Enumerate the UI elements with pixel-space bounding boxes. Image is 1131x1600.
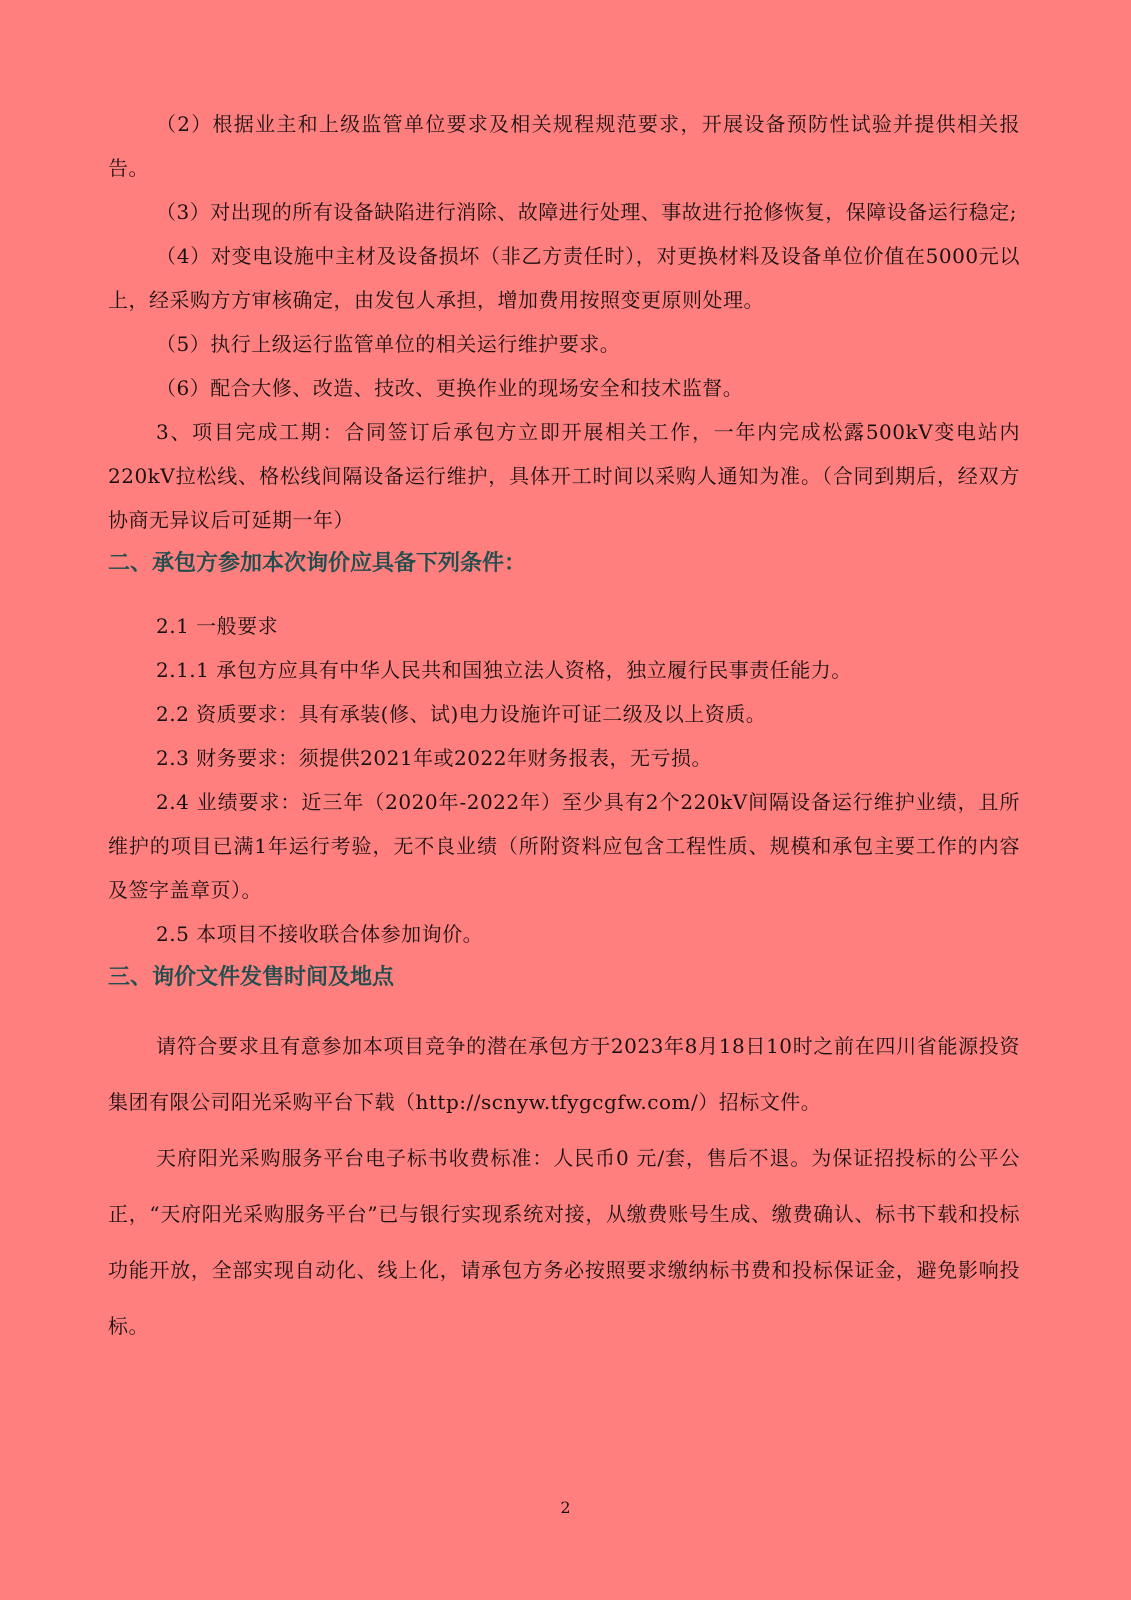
document-page <box>108 102 1020 1354</box>
condition-legal-entity: 2.1.1 承包方应具有中华人民共和国独立法人资格，独立履行民事责任能力。 <box>156 658 852 682</box>
condition-qualification: 2.2 资质要求：具有承装(修、试)电力设施许可证二级及以上资质。 <box>156 702 767 726</box>
paragraph-fee: 天府阳光采购服务平台电子标书收费标准：人民币0 元/套，售后不退。为保证招投标的公平公正，“天府阳光采购服务平台”已与银行实现系统对接，从缴费账号生成、缴费确认、标书下载和投标功能开放，全部实现自动化、线上化，请承包方务必按照要求缴纳标书费和投标保证金，避免影响投标。 <box>108 1146 1020 1338</box>
condition-general: 2.1 一般要求 <box>156 614 279 638</box>
paragraph-item-4: （4）对变电设施中主材及设备损坏（非乙方责任时），对更换材料及设备单位价值在5000元以上，经采购方方审核确定，由发包人承担，增加费用按照变更原则处理。 <box>108 244 1020 312</box>
condition-no-consortium: 2.5 本项目不接收联合体参加询价。 <box>156 922 484 946</box>
paragraph-download: 请符合要求且有意参加本项目竞争的潜在承包方于2023年8月18日10时之前在四川省能源投资集团有限公司阳光采购平台下载（http://scnyw.tfygcgfw.com/）招标文件。 <box>108 1034 1020 1114</box>
conditions-list <box>108 604 1020 956</box>
section-heading-sale: 三、询价文件发售时间及地点 <box>108 965 395 990</box>
sale-section <box>108 1018 1020 1354</box>
paragraph-item-3: （3）对出现的所有设备缺陷进行消除、故障进行处理、事故进行抢修恢复，保障设备运行稳定; <box>156 200 1017 224</box>
page-number: 2 <box>560 1498 571 1517</box>
paragraph-item-6: （6）配合大修、改造、技改、更换作业的现场安全和技术监督。 <box>156 376 744 400</box>
paragraph-schedule: 3、项目完成工期：合同签订后承包方立即开展相关工作，一年内完成松露500kV变电站内220kV拉松线、格松线间隔设备运行维护，具体开工时间以采购人通知为准。（合同到期后，经双方协商无异议后可延期一年） <box>108 420 1020 532</box>
section-heading-conditions: 二、承包方参加本次询价应具备下列条件： <box>108 551 527 576</box>
paragraph-item-2: （2）根据业主和上级监管单位要求及相关规程规范要求，开展设备预防性试验并提供相关报告。 <box>108 112 1020 180</box>
condition-performance: 2.4 业绩要求：近三年（2020年-2022年）至少具有2个220kV间隔设备运行维护业绩，且所维护的项目已满1年运行考验，无不良业绩（所附资料应包含工程性质、规模和承包主要工作的内容及签字盖章页）。 <box>108 790 1020 902</box>
condition-finance: 2.3 财务要求：须提供2021年或2022年财务报表，无亏损。 <box>156 746 712 770</box>
paragraph-item-5: （5）执行上级运行监管单位的相关运行维护要求。 <box>156 332 621 356</box>
